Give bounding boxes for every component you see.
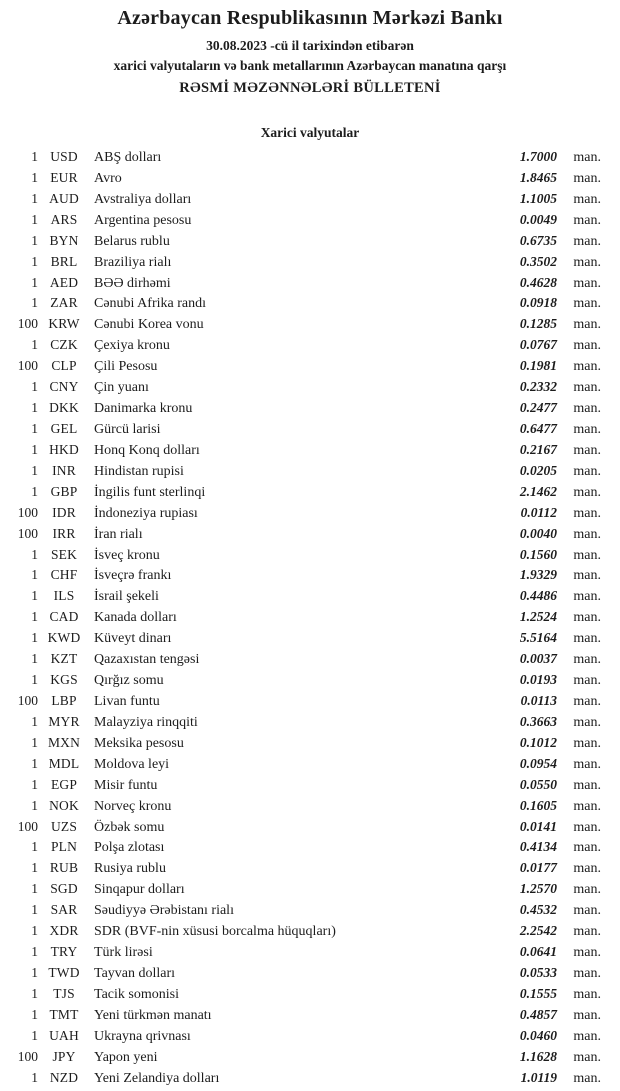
currency-name: Danimarka kronu [94, 401, 193, 417]
currency-code: BYN [49, 232, 79, 248]
currency-code: JPY [52, 1048, 76, 1064]
unit-label: man. [573, 777, 601, 793]
rate-value: 0.0918 [519, 295, 557, 311]
currency-code: CHF [50, 567, 78, 583]
rate-value: 0.6477 [519, 420, 557, 436]
currency-code: MXN [47, 734, 81, 750]
currency-code: MYR [48, 713, 80, 729]
rate-value: 0.0533 [519, 964, 557, 980]
rate-value: 5.5164 [519, 630, 557, 646]
currency-name: Gürcü larisi [94, 421, 161, 437]
rate-quantity: 1 [31, 985, 38, 1001]
currency-code: EUR [50, 169, 78, 185]
currency-name: Tayvan dolları [94, 965, 176, 981]
rate-quantity: 1 [31, 651, 38, 667]
rate-quantity: 1 [31, 253, 38, 269]
unit-label: man. [573, 1007, 601, 1023]
currency-name: Belarus rublu [94, 233, 170, 249]
rate-value: 0.0049 [519, 211, 557, 227]
rate-quantity: 1 [31, 839, 38, 855]
rate-row [0, 168, 601, 189]
rate-value: 0.4134 [519, 839, 557, 855]
currency-name: Çin yuanı [94, 380, 149, 396]
rate-quantity: 1 [31, 274, 38, 290]
unit-label: man. [573, 254, 601, 270]
unit-label: man. [573, 986, 601, 1002]
rate-quantity: 1 [31, 567, 38, 583]
currency-name: Yeni Zelandiya dolları [94, 1070, 220, 1086]
rate-row [0, 189, 601, 210]
effective-date-line: 30.08.2023 -cü il tarixindən etibarən [206, 38, 414, 53]
rate-quantity: 1 [31, 713, 38, 729]
rate-quantity: 1 [31, 630, 38, 646]
rate-value: 0.1012 [519, 734, 557, 750]
rate-quantity: 1 [31, 923, 38, 939]
currency-name: Kanada dolları [94, 610, 177, 626]
rate-quantity: 1 [31, 169, 38, 185]
currency-name: Hindistan rupisi [94, 463, 184, 479]
rate-quantity: 1 [31, 609, 38, 625]
unit-label: man. [573, 903, 601, 919]
currency-name: Moldova leyi [94, 756, 170, 772]
rate-row [0, 335, 601, 356]
rate-value: 1.1628 [519, 1048, 557, 1064]
rate-value: 0.1981 [519, 358, 557, 374]
currency-code: GBP [50, 483, 78, 499]
rate-value: 0.4486 [519, 588, 557, 604]
unit-label: man. [573, 1028, 601, 1044]
rate-row [0, 775, 601, 796]
rate-quantity: 100 [17, 316, 38, 332]
rate-quantity: 100 [17, 1048, 38, 1064]
rate-quantity: 1 [31, 211, 38, 227]
currency-name: Avro [94, 170, 122, 186]
rate-value: 2.1462 [519, 483, 557, 499]
unit-label: man. [573, 401, 601, 417]
rate-quantity: 1 [31, 755, 38, 771]
unit-label: man. [573, 1070, 601, 1086]
currency-name: Qırğız somu [94, 673, 164, 689]
rate-quantity: 100 [17, 358, 38, 374]
currency-name: Argentina pesosu [94, 212, 192, 228]
rate-value: 0.0112 [520, 504, 557, 520]
currency-name: SDR (BVF-nin xüsusi borcalma hüquqları) [94, 924, 336, 940]
currency-code: MDL [48, 755, 80, 771]
rate-row [0, 858, 601, 879]
rate-row [0, 356, 601, 377]
currency-name: Avstraliya dolları [94, 191, 192, 207]
unit-label: man. [573, 212, 601, 228]
unit-label: man. [573, 233, 601, 249]
unit-label: man. [573, 714, 601, 730]
rate-quantity: 1 [31, 546, 38, 562]
currency-name: ABŞ dolları [94, 150, 162, 165]
rate-value: 0.1560 [519, 546, 557, 562]
rate-value: 1.2570 [519, 881, 557, 897]
rate-quantity: 1 [31, 295, 38, 311]
rate-row [0, 461, 601, 482]
rate-quantity: 1 [31, 881, 38, 897]
currency-name: Türk lirəsi [94, 945, 153, 961]
rate-row [0, 628, 601, 649]
rate-quantity: 1 [31, 149, 38, 164]
currency-code: DKK [49, 400, 79, 416]
currency-name: Meksika pesosu [94, 735, 184, 751]
currency-name: Çili Pesosu [94, 359, 158, 375]
currency-name: Norveç kronu [94, 798, 172, 814]
rate-row [0, 147, 601, 168]
unit-label: man. [573, 338, 601, 354]
unit-label: man. [573, 861, 601, 877]
rate-row [0, 649, 601, 670]
unit-label: man. [573, 589, 601, 605]
currency-code: KZT [50, 651, 78, 667]
unit-label: man. [573, 484, 601, 500]
unit-label: man. [573, 735, 601, 751]
unit-label: man. [573, 652, 601, 668]
unit-label: man. [573, 673, 601, 689]
rate-row [0, 837, 601, 858]
rate-quantity: 1 [31, 1069, 38, 1085]
rate-row [0, 273, 601, 294]
rate-quantity: 1 [31, 379, 38, 395]
currency-name: Braziliya rialı [94, 254, 172, 270]
rate-value: 0.0550 [519, 776, 557, 792]
currency-code: PLN [50, 839, 78, 855]
bulletin-title: RƏSMİ MƏZƏNNƏLƏRİ BÜLLETENİ [179, 80, 441, 96]
currency-name: Cənubi Korea vonu [94, 317, 204, 333]
rate-quantity: 1 [31, 337, 38, 353]
currency-code: IDR [52, 504, 76, 520]
rate-row [0, 482, 601, 503]
currency-code: KRW [48, 316, 80, 332]
currency-name: İsveçrə frankı [94, 568, 172, 584]
rate-row [0, 419, 601, 440]
currency-code: KGS [50, 672, 78, 688]
currency-name: Polşa zlotası [94, 840, 165, 856]
rate-value: 0.4857 [519, 1006, 557, 1022]
unit-label: man. [573, 170, 601, 186]
rate-row [0, 733, 601, 754]
unit-label: man. [573, 275, 601, 291]
rate-value: 0.6735 [519, 232, 557, 248]
rate-quantity: 1 [31, 420, 38, 436]
currency-code: LBP [51, 692, 77, 708]
rate-value: 0.4628 [519, 274, 557, 290]
rate-value: 0.2167 [519, 441, 557, 457]
rate-value: 0.0641 [519, 944, 557, 960]
rate-quantity: 1 [31, 902, 38, 918]
rate-value: 1.7000 [519, 149, 557, 164]
currency-code: UZS [50, 818, 78, 834]
unit-label: man. [573, 1049, 601, 1065]
rate-row [0, 817, 601, 838]
rate-value: 0.0767 [519, 337, 557, 353]
currency-code: CZK [50, 337, 78, 353]
currency-code: IRR [52, 525, 76, 541]
rate-row [0, 210, 601, 231]
currency-name: İran rialı [94, 526, 143, 542]
page-title: Azərbaycan Respublikasının Mərkəzi Bankı [117, 7, 503, 29]
currency-name: Yeni türkmən manatı [94, 1007, 212, 1023]
rate-quantity: 100 [17, 818, 38, 834]
rate-row [0, 1026, 601, 1047]
unit-label: man. [573, 463, 601, 479]
rate-value: 0.1555 [519, 985, 557, 1001]
rate-value: 0.2332 [519, 379, 557, 395]
rate-value: 0.1285 [519, 316, 557, 332]
rate-value: 1.9329 [519, 567, 557, 583]
currency-code: AUD [49, 190, 79, 206]
currency-name: Honq Konq dolları [94, 442, 200, 458]
rate-quantity: 1 [31, 462, 38, 478]
rate-row [0, 963, 601, 984]
currency-code: XDR [49, 923, 79, 939]
currency-name: Livan funtu [94, 693, 160, 709]
rate-row [0, 377, 601, 398]
unit-label: man. [573, 840, 601, 856]
rate-value: 1.2524 [519, 609, 557, 625]
currency-code: TRY [50, 944, 78, 960]
unit-label: man. [573, 359, 601, 375]
currency-code: UAH [49, 1027, 79, 1043]
rate-value: 0.2477 [519, 400, 557, 416]
unit-label: man. [573, 317, 601, 333]
rate-quantity: 100 [17, 692, 38, 708]
currency-name: İsveç kronu [94, 547, 160, 563]
rate-row [0, 984, 601, 1005]
rate-value: 0.3502 [519, 253, 557, 269]
rate-row [0, 524, 601, 545]
rate-row [0, 545, 601, 566]
rate-row [0, 1047, 601, 1068]
rate-value: 0.4532 [519, 902, 557, 918]
unit-label: man. [573, 505, 601, 521]
rate-quantity: 1 [31, 588, 38, 604]
bulletin-subtitle: xarici valyutaların və bank metallarının Azərbaycan manatına qarşı [113, 58, 507, 73]
rate-value: 0.0113 [520, 692, 557, 708]
rate-quantity: 1 [31, 797, 38, 813]
rate-row [0, 900, 601, 921]
rate-row [0, 796, 601, 817]
currency-name: Çexiya kronu [94, 338, 170, 354]
rate-value: 0.0954 [519, 755, 557, 771]
rate-quantity: 1 [31, 776, 38, 792]
rate-row [0, 712, 601, 733]
currency-code: CNY [49, 379, 79, 395]
currency-code: SGD [50, 881, 78, 897]
rate-row [0, 293, 601, 314]
rate-row [0, 314, 601, 335]
currency-code: USD [50, 149, 78, 164]
currency-code: HKD [49, 441, 79, 457]
section-title-foreign-currencies: Xarici valyutalar [260, 125, 360, 140]
unit-label: man. [573, 693, 601, 709]
rate-quantity: 1 [31, 483, 38, 499]
rate-value: 0.0141 [519, 818, 557, 834]
rate-value: 0.0040 [519, 525, 557, 541]
rate-quantity: 1 [31, 232, 38, 248]
currency-code: INR [52, 462, 76, 478]
unit-label: man. [573, 756, 601, 772]
unit-label: man. [573, 296, 601, 312]
rate-value: 1.8465 [519, 169, 557, 185]
rate-value: 1.1005 [519, 190, 557, 206]
rate-quantity: 1 [31, 734, 38, 750]
currency-code: TJS [53, 985, 75, 1001]
rate-row [0, 565, 601, 586]
currency-name: Qazaxıstan tengəsi [94, 652, 200, 668]
unit-label: man. [573, 965, 601, 981]
rate-value: 0.3663 [519, 713, 557, 729]
currency-code: TWD [48, 964, 80, 980]
currency-name: Tacik somonisi [94, 986, 179, 1002]
rate-row [0, 670, 601, 691]
unit-label: man. [573, 798, 601, 814]
currency-name: BƏƏ dirhəmi [94, 275, 171, 291]
currency-code: RUB [49, 860, 79, 876]
currency-name: Sinqapur dolları [94, 882, 185, 898]
currency-code: AED [49, 274, 79, 290]
rate-quantity: 1 [31, 1006, 38, 1022]
rate-value: 0.0037 [519, 651, 557, 667]
currency-name: İngilis funt sterlinqi [94, 484, 206, 500]
currency-name: Səudiyyə Ərəbistanı rialı [94, 903, 234, 919]
rate-row [0, 398, 601, 419]
rate-row [0, 503, 601, 524]
currency-name: Malayziya rinqqiti [94, 714, 198, 730]
rate-quantity: 1 [31, 1027, 38, 1043]
rates-table [0, 147, 620, 1088]
rate-value: 2.2542 [519, 923, 557, 939]
unit-label: man. [573, 150, 601, 165]
currency-code: GEL [50, 420, 78, 436]
currency-code: CAD [49, 609, 79, 625]
currency-name: Ukrayna qrivnası [94, 1028, 191, 1044]
unit-label: man. [573, 421, 601, 437]
currency-name: İsrail şekeli [94, 589, 159, 605]
rate-row [0, 754, 601, 775]
currency-name: Özbək somu [94, 819, 165, 835]
currency-code: SEK [50, 546, 78, 562]
unit-label: man. [573, 191, 601, 207]
rate-row [0, 921, 601, 942]
rate-quantity: 100 [17, 504, 38, 520]
currency-code: SAR [50, 902, 78, 918]
unit-label: man. [573, 631, 601, 647]
rate-quantity: 1 [31, 860, 38, 876]
currency-name: Misir funtu [94, 777, 158, 793]
rate-quantity: 1 [31, 672, 38, 688]
unit-label: man. [573, 945, 601, 961]
unit-label: man. [573, 380, 601, 396]
rate-value: 0.0193 [519, 672, 557, 688]
currency-code: ILS [53, 588, 75, 604]
rate-value: 1.0119 [520, 1069, 557, 1085]
rate-quantity: 1 [31, 400, 38, 416]
currency-name: Cənubi Afrika randı [94, 296, 206, 312]
rate-row [0, 1005, 601, 1026]
currency-name: Küveyt dinarı [94, 631, 172, 647]
currency-code: NOK [49, 797, 79, 813]
currency-name: Rusiya rublu [94, 861, 166, 877]
rate-value: 0.1605 [519, 797, 557, 813]
unit-label: man. [573, 442, 601, 458]
currency-code: BRL [50, 253, 78, 269]
currency-code: TMT [49, 1006, 79, 1022]
rate-row [0, 879, 601, 900]
rate-row [0, 586, 601, 607]
currency-code: ZAR [50, 295, 78, 311]
rate-row [0, 252, 601, 273]
currency-name: Yapon yeni [94, 1049, 158, 1065]
rate-quantity: 100 [17, 525, 38, 541]
unit-label: man. [573, 568, 601, 584]
rate-value: 0.0460 [519, 1027, 557, 1043]
currency-code: KWD [47, 630, 81, 646]
unit-label: man. [573, 819, 601, 835]
unit-label: man. [573, 526, 601, 542]
currency-code: EGP [50, 776, 78, 792]
currency-name: İndoneziya rupiası [94, 505, 198, 521]
rate-quantity: 1 [31, 190, 38, 206]
rate-value: 0.0177 [519, 860, 557, 876]
rate-quantity: 1 [31, 441, 38, 457]
unit-label: man. [573, 924, 601, 940]
rate-value: 0.0205 [519, 462, 557, 478]
currency-code: CLP [51, 358, 77, 374]
rate-row [0, 231, 601, 252]
unit-label: man. [573, 882, 601, 898]
rate-quantity: 1 [31, 944, 38, 960]
currency-code: ARS [50, 211, 78, 227]
rate-row [0, 440, 601, 461]
rate-row [0, 1068, 601, 1089]
rate-row [0, 942, 601, 963]
currency-code: NZD [49, 1069, 79, 1085]
rate-row [0, 691, 601, 712]
rate-row [0, 607, 601, 628]
rate-quantity: 1 [31, 964, 38, 980]
unit-label: man. [573, 610, 601, 626]
unit-label: man. [573, 547, 601, 563]
